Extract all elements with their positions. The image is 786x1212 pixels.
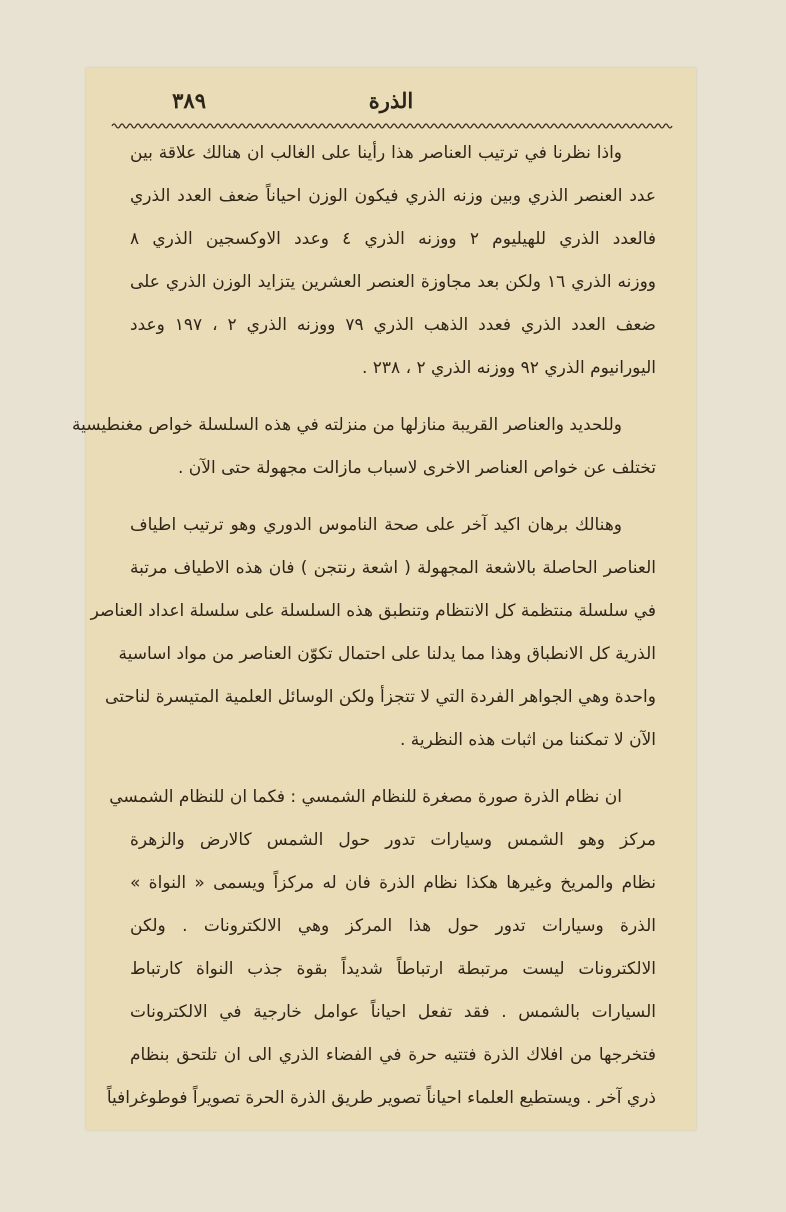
- text-line: فتخرجها من افلاك الذرة فتتيه حرة في الفضاء الذري الى ان تلتحق بنظام: [130, 1045, 656, 1065]
- paragraph-2: [72, 404, 656, 490]
- text-line: ضعف العدد الذري فعدد الذهب الذري ٧٩ ووزنه الذري ٢ ، ١٩٧ وعدد: [130, 315, 656, 335]
- paragraph-3: [90, 504, 656, 762]
- text-line: عدد العنصر الذري وبين وزنه الذري فيكون الوزن احياناً ضعف العدد الذري: [130, 186, 656, 206]
- text-line: تختلف عن خواص العناصر الاخرى لاسباب مازالت مجهولة حتى الآن .: [177, 458, 656, 478]
- paragraph-4: [106, 776, 656, 1120]
- text-line: في سلسلة منتظمة كل الانتظام وتنطبق هذه السلسلة على سلسلة اعداد العناصر: [90, 601, 656, 621]
- text-line: مركز وهو الشمس وسيارات تدور حول الشمس كالارض والزهرة: [130, 830, 656, 850]
- text-line: وللحديد والعناصر القريبة منازلها من منزلته في هذه السلسلة خواص مغنطيسية: [72, 415, 622, 435]
- text-line: نظام والمريخ وغيرها هكذا نظام الذرة فان له مركزاً ويسمى « النواة »: [130, 873, 656, 893]
- wavy-divider: [112, 122, 672, 130]
- text-line: الآن لا تمكننا من اثبات هذه النظرية .: [399, 730, 656, 750]
- book-page: [72, 68, 696, 1130]
- text-line: الذرة وسيارات تدور حول هذا المركز وهي الالكترونات . ولكن: [130, 916, 656, 936]
- body-text: [72, 132, 656, 1120]
- text-line: فالعدد الذري للهيليوم ٢ ووزنه الذري ٤ وعدد الاوكسجين الذري ٨: [130, 229, 656, 249]
- text-line: واذا نظرنا في ترتيب العناصر هذا رأينا على الغالب ان هنالك علاقة بين: [130, 143, 622, 163]
- text-line: ذري آخر . ويستطيع العلماء احياناً تصوير طريق الذرة الحرة تصويراً فوطوغرافياً: [106, 1088, 656, 1108]
- paragraph-gap: [130, 490, 656, 504]
- text-line: الالكترونات ليست مرتبطة ارتباطاً شديداً بقوة جذب النواة كارتباط: [130, 959, 656, 979]
- text-line: اليورانيوم الذري ٩٢ ووزنه الذري ٢ ، ٢٣٨ .: [361, 358, 656, 378]
- text-line: السيارات بالشمس . فقد تفعل احياناً عوامل خارجية في الالكترونات: [130, 1002, 656, 1022]
- running-title: الذرة: [368, 88, 414, 113]
- text-line: ان نظام الذرة صورة مصغرة للنظام الشمسي : فكما ان للنظام الشمسي: [109, 787, 622, 807]
- text-line: وهنالك برهان اكيد آخر على صحة الناموس الدوري وهو ترتيب اطياف: [130, 515, 622, 535]
- text-line: الذرية كل الانطباق وهذا مما يدلنا على احتمال تكوّن العناصر من مواد اساسية: [118, 644, 656, 664]
- text-line: العناصر الحاصلة بالاشعة المجهولة ( اشعة رنتجن ) فان هذه الاطياف مرتبة: [130, 558, 656, 578]
- paragraph-gap: [130, 762, 656, 776]
- page-header: [116, 88, 666, 122]
- paragraph-gap: [130, 390, 656, 404]
- text-line: واحدة وهي الجواهر الفردة التي لا تتجزأ ولكن الوسائل العلمية المتيسرة لناحتى: [105, 687, 656, 707]
- page-number: ٣٨٩: [172, 88, 206, 113]
- paragraph-1: [130, 132, 656, 390]
- text-line: ووزنه الذري ١٦ ولكن بعد مجاوزة العنصر العشرين يتزايد الوزن الذري على: [130, 272, 656, 292]
